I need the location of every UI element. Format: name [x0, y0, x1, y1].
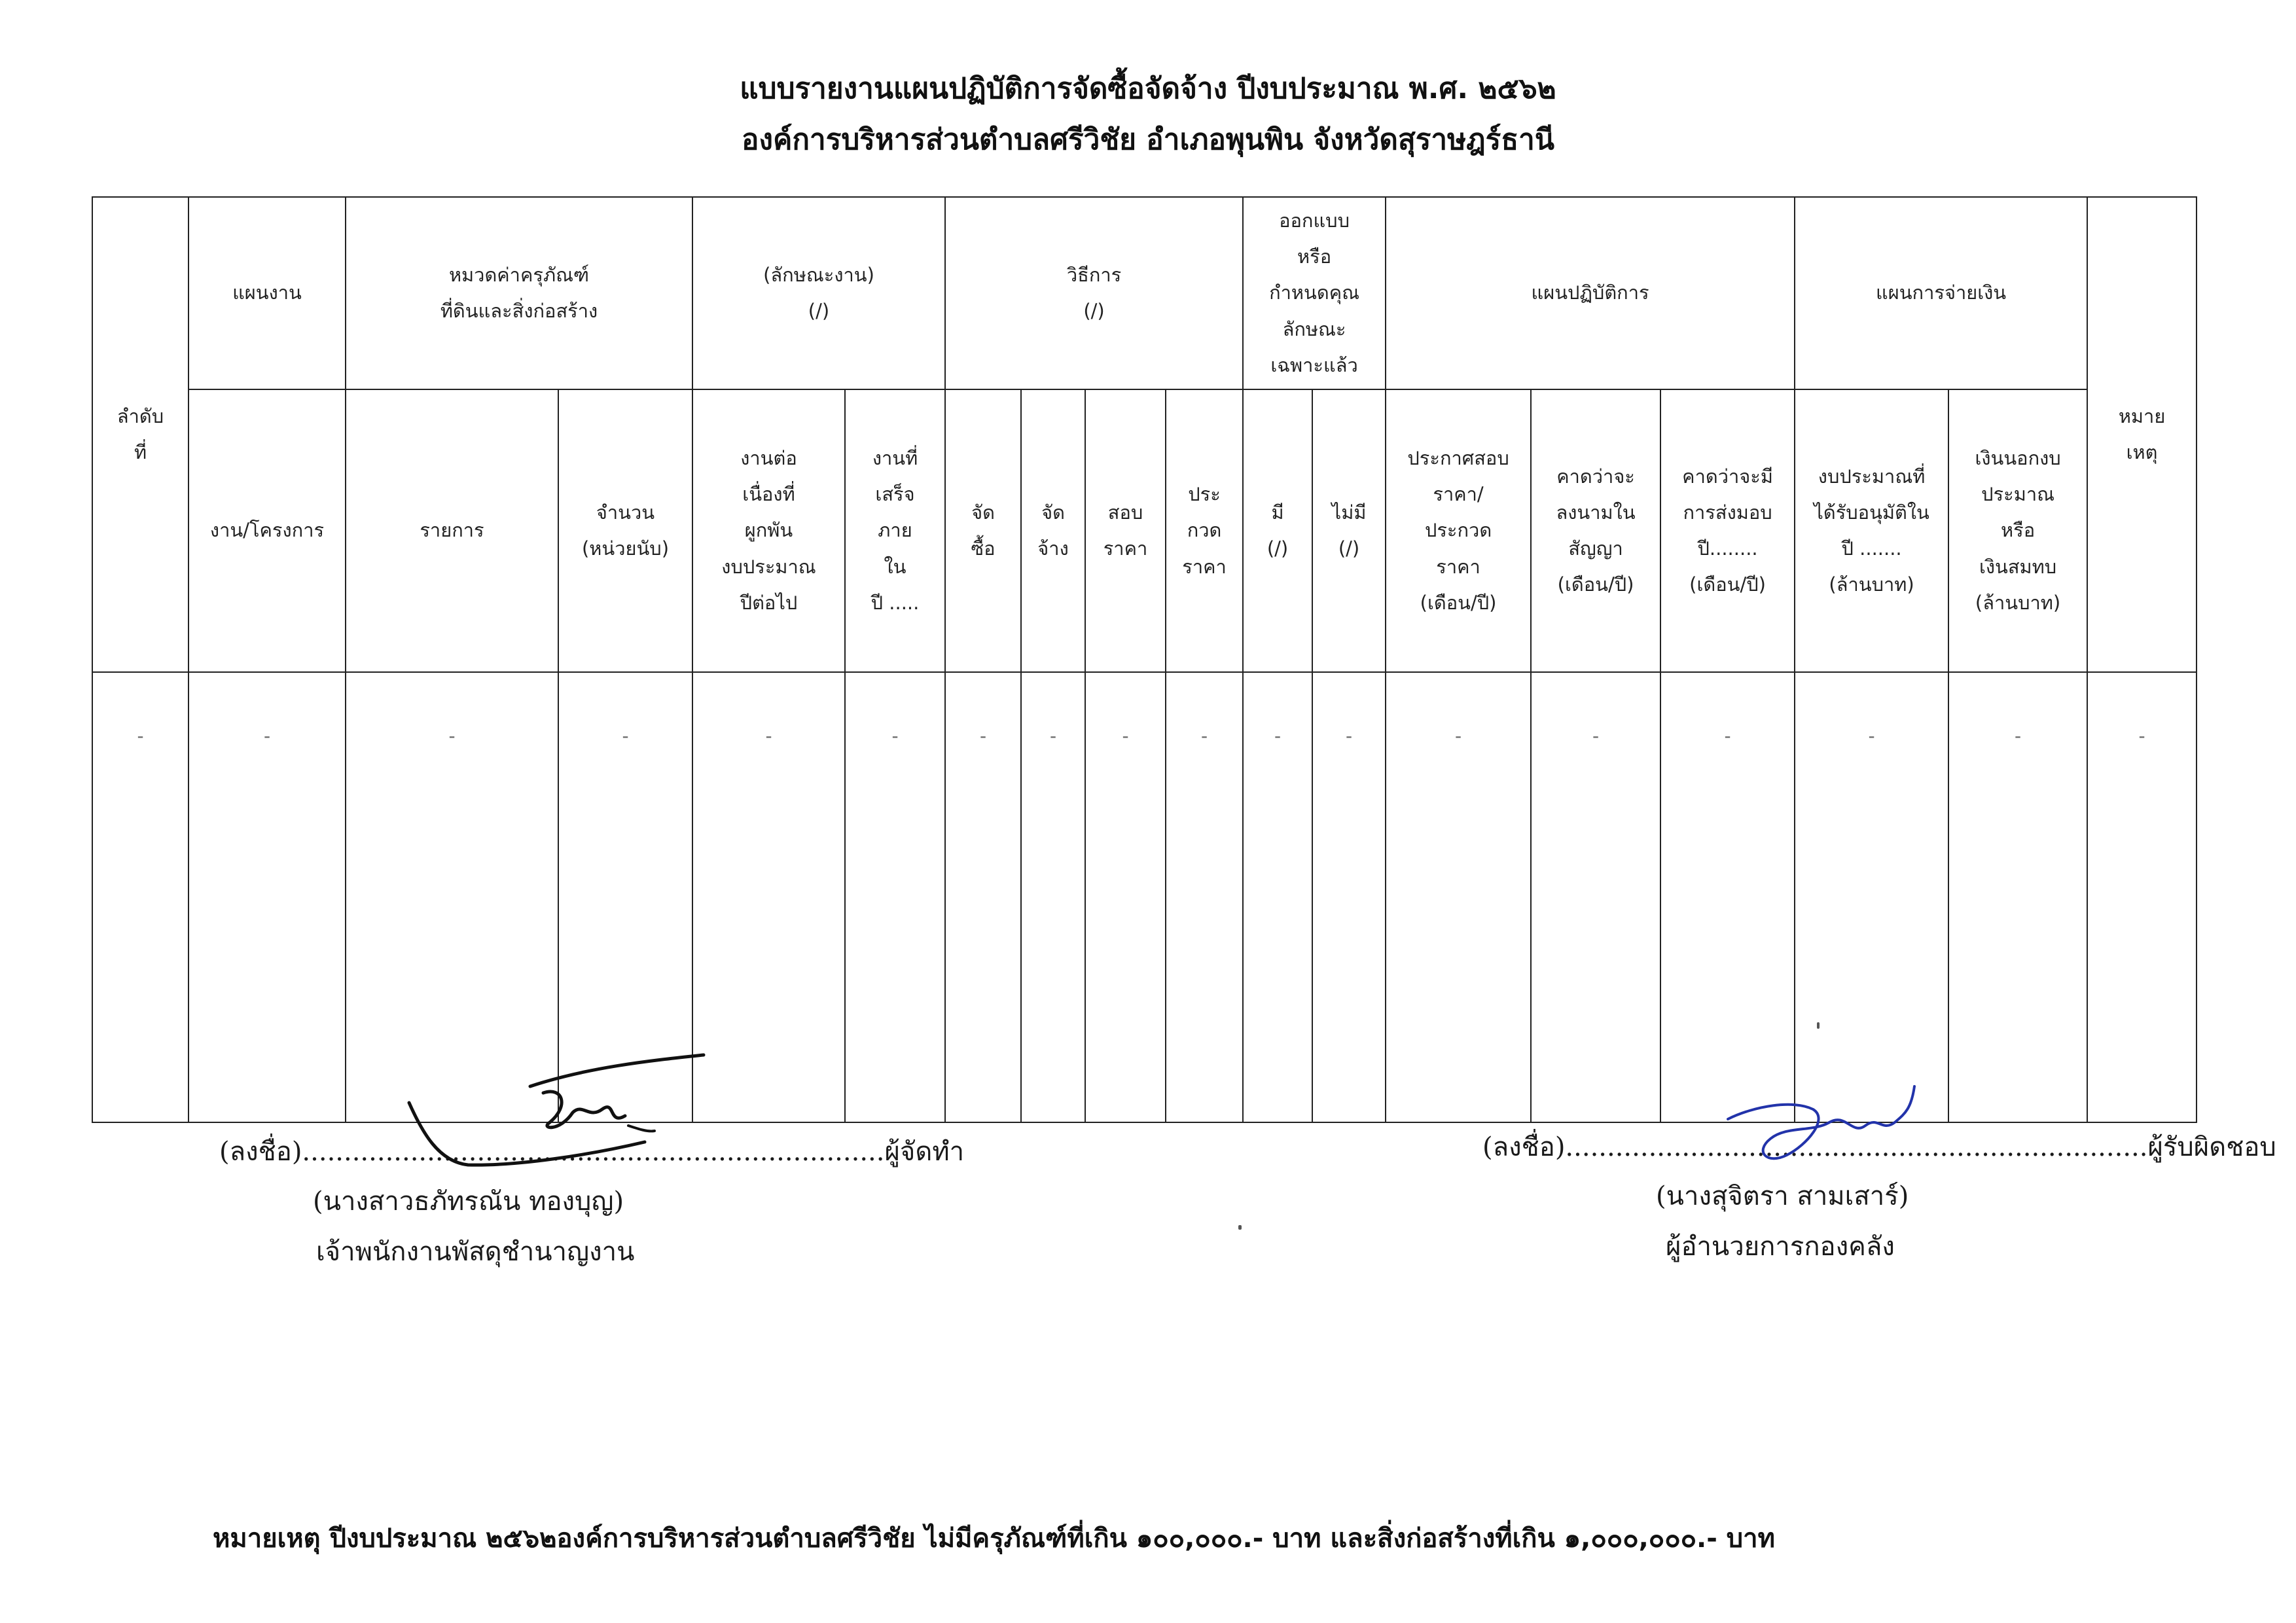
header-remark: หมาย เหตุ	[2087, 197, 2197, 672]
header-continuing: งานต่อ เนื่องที่ ผูกพัน งบประมาณ ปีต่อไป	[692, 389, 845, 672]
header-method: วิธีการ (/)	[945, 197, 1243, 389]
header-delivery: คาดว่าจะมี การส่งมอบ ปี........ (เดือน/ปี)	[1660, 389, 1795, 672]
header-project: งาน/โครงการ	[188, 389, 346, 672]
table-cell: -	[1243, 672, 1312, 1122]
procurement-plan-table	[92, 196, 2197, 1123]
table-cell: -	[945, 672, 1021, 1122]
scan-speck	[1238, 1225, 1242, 1230]
right-signer-name: (นางสุจิตรา สามเสาร์)	[1656, 1181, 1909, 1211]
header-extra-budget: เงินนอกงบ ประมาณ หรือ เงินสมทบ (ล้านบาท)	[1948, 389, 2087, 672]
table-cell: -	[1531, 672, 1660, 1122]
table-cell: -	[1312, 672, 1386, 1122]
header-sign-contract: คาดว่าจะ ลงนามใน สัญญา (เดือน/ปี)	[1531, 389, 1660, 672]
header-item: รายการ	[346, 389, 558, 672]
table-cell: -	[1386, 672, 1531, 1122]
header-operation-plan: แผนปฏิบัติการ	[1386, 197, 1795, 389]
header-announce: ประกาศสอบ ราคา/ ประกวด ราคา (เดือน/ปี)	[1386, 389, 1531, 672]
header-yes: มี (/)	[1243, 389, 1312, 672]
header-category: หมวดค่าครุภัณฑ์ ที่ดินและสิ่งก่อสร้าง	[346, 197, 692, 389]
table-cell: -	[692, 672, 845, 1122]
right-handwritten-signature	[1715, 1073, 1924, 1171]
header-no: ไม่มี (/)	[1312, 389, 1386, 672]
header-completed: งานที่ เสร็จ ภาย ใน ปี .....	[845, 389, 945, 672]
table-cell: -	[1660, 672, 1795, 1122]
header-approved-budget: งบประมาณที่ ได้รับอนุมัติใน ปี ....... (ล้านบาท)	[1795, 389, 1948, 672]
header-payment-plan: แผนการจ่ายเงิน	[1795, 197, 2087, 389]
table-cell: -	[1948, 672, 2087, 1122]
table-cell: -	[92, 672, 188, 1122]
organization-subtitle: องค์การบริหารส่วนตำบลศรีวิชัย อำเภอพุนพิน จังหวัดสุราษฎร์ธานี	[742, 123, 1554, 156]
left-signer-name: (นางสาวธภัทรณัน ทองบุญ)	[313, 1186, 624, 1217]
table-cell: -	[1166, 672, 1243, 1122]
table-cell: -	[558, 672, 692, 1122]
header-order: ลำดับ ที่	[92, 197, 188, 672]
left-signer-position: เจ้าพนักงานพัสดุชำนาญงาน	[316, 1237, 635, 1267]
table-cell: -	[1795, 672, 1948, 1122]
left-sign-line: (ลงชื่อ)......................................................................ผู้จัดทำ	[219, 1137, 965, 1167]
scan-speck	[1817, 1022, 1820, 1029]
table-cell: -	[1021, 672, 1085, 1122]
header-price-inquiry: สอบ ราคา	[1085, 389, 1166, 672]
header-bidding: ประ กวด ราคา	[1166, 389, 1243, 672]
report-title: แบบรายงานแผนปฏิบัติการจัดซื้อจัดจ้าง ปีงบประมาณ พ.ศ. ๒๕๖๒	[740, 72, 1556, 105]
table-cell: -	[346, 672, 558, 1122]
header-plan: แผนงาน	[188, 197, 346, 389]
table-cell: -	[1085, 672, 1166, 1122]
right-sign-line: (ลงชื่อ)......................................................................ผู้รับผิดชอบ	[1482, 1132, 2276, 1162]
header-purchase: จัด ซื้อ	[945, 389, 1021, 672]
header-design: ออกแบบ หรือ กำหนดคุณ ลักษณะ เฉพาะแล้ว	[1243, 197, 1386, 389]
header-hire: จัด จ้าง	[1021, 389, 1085, 672]
header-quantity: จำนวน (หน่วยนับ)	[558, 389, 692, 672]
table-cell: -	[188, 672, 346, 1122]
header-work-type: (ลักษณะงาน) (/)	[692, 197, 945, 389]
left-handwritten-signature	[393, 1047, 720, 1178]
footnote: หมายเหตุ ปีงบประมาณ ๒๕๖๒องค์การบริหารส่วนตำบลศรีวิชัย ไม่มีครุภัณฑ์ที่เกิน ๑๐๐,๐๐๐.- บาท และสิ่งก่อสร้างที่เกิน ๑,๐๐๐,๐๐๐.- บาท	[213, 1524, 1775, 1554]
table-cell: -	[845, 672, 945, 1122]
table-cell: -	[2087, 672, 2197, 1122]
right-signer-position: ผู้อำนวยการกองคลัง	[1666, 1232, 1895, 1262]
